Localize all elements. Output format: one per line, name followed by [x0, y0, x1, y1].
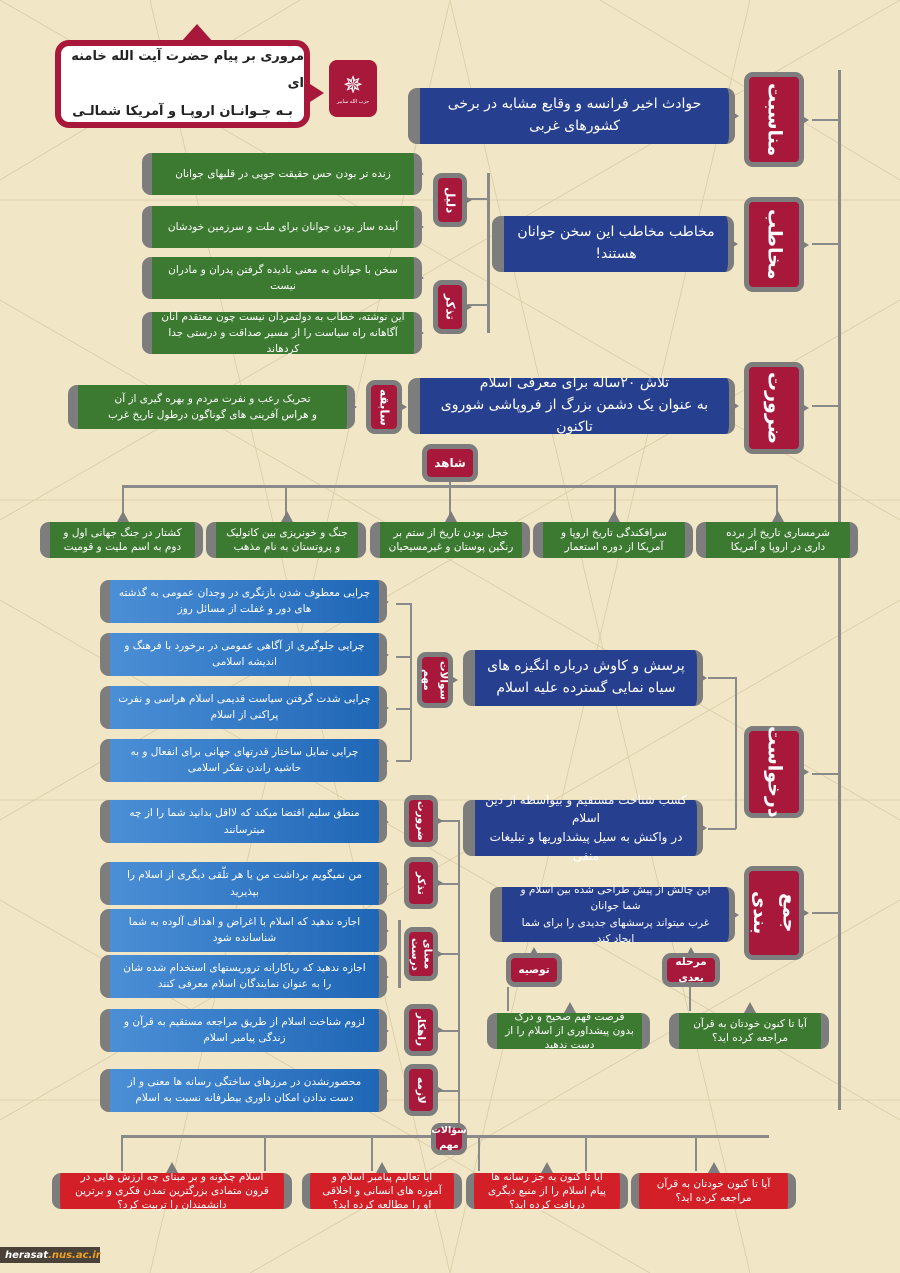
- category-label: مخاطب: [763, 209, 786, 280]
- jamebandi-line-2: غرب میتواند پرسشهای جدیدی را برای شما ایجاد کند: [521, 916, 710, 945]
- tag-manaye-dorost: [404, 927, 438, 981]
- sabeghe-line-1: تحریک رعب و نفرت مردم و بهره گیری از آن: [114, 392, 311, 405]
- request-1-line-2: سیاه نمایی گسترده علیه اسلام: [496, 680, 676, 696]
- monasebat-box: [408, 88, 735, 144]
- connector: [735, 677, 737, 829]
- tag-label: معنای درست: [409, 937, 434, 971]
- item-text: این نوشته، خطاب به دولتمردان نیست چون معتقدم آنان آگاهانه راه سیاست را از مسیر صداقت و درستی جدا کردهاند: [161, 310, 405, 356]
- jamebandi-box: [490, 883, 735, 945]
- category-label: درخواست: [763, 726, 786, 818]
- question-1: [100, 580, 387, 623]
- category-zarurat: [744, 362, 804, 454]
- title-line-2: بـه جـوانـان اروپـا و آمریکا شمالـی: [72, 103, 293, 119]
- question-3: [100, 686, 387, 729]
- connector: [507, 987, 509, 1011]
- connector: [812, 912, 839, 914]
- connector: [396, 603, 411, 605]
- branch-manaye-item-1: [100, 909, 387, 952]
- tag-label: تذکر: [415, 871, 428, 895]
- shahed-item-5: [40, 522, 203, 558]
- branch-zarurat-item: [100, 800, 387, 843]
- category-darkhast: [744, 726, 804, 818]
- tag-marhale-badi: [662, 953, 720, 987]
- item-text: آینده ساز بودن جوانان برای ملت و سرزمین خودشان: [167, 220, 399, 233]
- final-question-2: [466, 1170, 628, 1212]
- title-line-1: مروری بر پیام حضرت آیت الله خامنه ای: [71, 49, 304, 92]
- request-2-line-1: کسب شناخت مستقیم و بیواسطه از دین اسلام: [485, 792, 687, 826]
- item-text: فرصت فهم صحیح و درک بدون پیشداوری از اسلام را از دست ندهید: [505, 1010, 634, 1052]
- sabeghe-line-2: و هراس آفرینی های گوناگون درطول تاریخ غرب: [108, 409, 317, 421]
- zarurat-text-line-2: به عنوان یک دشمن بزرگ از فروپاشی شوروی تاکنون: [440, 397, 709, 435]
- connector: [478, 1135, 480, 1171]
- item-text: سخن با جوانان به معنی نادیده گرفتن پدران و مادران نیست: [168, 263, 398, 292]
- marhale-box: [669, 1013, 829, 1049]
- item-text: آیا تا کنون به جز رسانه ها پیام اسلام را از منبع دیگری دریافت کرده اید؟: [488, 1170, 606, 1212]
- item-text: محصورنشدن در مرزهای ساختگی رسانه ها معنی و از دست ندادن امکان داوری بیطرفانه نسبت به اسلام: [127, 1076, 362, 1104]
- zarurat-text-line-1: تلاش ۲۰ساله برای معرفی اسلام: [479, 375, 670, 392]
- category-label: مناسبت: [763, 82, 786, 157]
- title-card: [55, 40, 310, 128]
- tag-label: شاهد: [434, 455, 466, 470]
- tag-final-questions: [431, 1123, 467, 1155]
- tag-tazakkor: [433, 280, 467, 334]
- final-question-3: [302, 1170, 462, 1212]
- item-text: چرایی تمایل ساختار قدرتهای جهانی برای انفعال و به حاشیه راندن تفکر اسلامی: [130, 746, 359, 774]
- footer-domain-part-2: .nus.ac.ir: [48, 1249, 101, 1261]
- tag-soalat-mohem: [417, 652, 453, 708]
- monasebat-text: حوادث اخیر فرانسه و وقایع مشابه در برخی کشورهای غربی: [447, 96, 702, 134]
- item-text: اجازه ندهید که اسلام با اغراض و اهداف آلوده به شما شناسانده شود: [128, 916, 361, 944]
- item-text: سرافکندگی تاریخ اروپا و آمریکا از دوره استعمار: [561, 526, 667, 553]
- tag-zarurat-2: [404, 795, 438, 847]
- category-mokhatab: [744, 197, 804, 292]
- connector: [708, 828, 736, 830]
- item-text: کشتار در جنگ جهانی اول و دوم به اسم ملیت و قومیت: [63, 526, 182, 553]
- connector: [812, 773, 839, 775]
- sabeghe-box: [68, 385, 355, 429]
- tousie-box: [487, 1010, 650, 1052]
- tag-label: سابقه: [377, 388, 392, 426]
- shahed-item-2: [533, 522, 693, 558]
- shahed-item-4: [206, 522, 366, 558]
- dalil-item-2: [142, 206, 422, 248]
- footer-watermark: [0, 1247, 100, 1263]
- connector: [396, 760, 411, 762]
- connector: [708, 677, 736, 679]
- tag-tousie: [506, 953, 562, 987]
- tag-label: لازمه: [415, 1076, 428, 1104]
- connector: [396, 708, 411, 710]
- darkhast-request-2: [463, 792, 703, 863]
- item-text: آیا تعالیم پیامبر اسلام و آموزه های انسانی و اخلاقی او را مطالعه کرده اید؟: [322, 1170, 442, 1212]
- mokhatab-box: [492, 216, 734, 272]
- connector: [812, 119, 839, 121]
- connector: [812, 243, 839, 245]
- request-2-line-2: در واکنش به سیل پیشداوریها و تبلیغات منفی: [489, 830, 683, 863]
- footer-domain-part-1: herasat: [5, 1249, 49, 1261]
- logo: [329, 60, 377, 117]
- zarurat-box: [408, 375, 735, 435]
- connector: [410, 603, 412, 760]
- tag-label: سؤالات مهم: [431, 1125, 467, 1151]
- request-1-line-1: پرسش و کاوش درباره انگیزه های: [487, 658, 685, 675]
- item-text: منطق سلیم اقتضا میکند که لااقل بدانید شما را از چه میترسانند: [129, 807, 360, 836]
- tag-label: دلیل: [443, 186, 458, 214]
- tag-tazakkor-2: [404, 857, 438, 909]
- tazakkor-item-2: [142, 312, 422, 354]
- connector: [458, 820, 460, 1125]
- tazakkor-item-1: [142, 257, 422, 299]
- branch-manaye-item-2: [100, 955, 387, 998]
- item-text: چرایی جلوگیری از آگاهی عمومی در برخورد با فرهنگ و اندیشه اسلامی: [124, 640, 365, 668]
- item-text: لزوم شناخت اسلام از طریق مراجعه مستقیم به قرآن و زندگی پیامبر اسلام: [123, 1016, 366, 1044]
- item-text: چرایی معطوف شدن بازنگری در وجدان عمومی به گذشته های دور و غفلت از مسائل روز: [118, 587, 371, 615]
- dalil-item-1: [142, 153, 422, 195]
- tag-label: سوالات مهم: [421, 660, 450, 700]
- item-text: آیا تا کنون خودتان به قرآن مراجعه کرده اید؟: [693, 1017, 807, 1044]
- category-jamebandi: [744, 866, 804, 960]
- tag-label: راهکار: [415, 1013, 428, 1047]
- shahed-item-1: [696, 522, 858, 558]
- connector: [689, 987, 691, 1011]
- item-text: خجل بودن تاریخ از ستم بر رنگین پوستان و غیرمسیحیان: [388, 526, 514, 553]
- tag-label: مرحله بعدی: [675, 955, 707, 984]
- item-text: آیا تا کنون خودتان به قرآن مراجعه کرده اید؟: [656, 1177, 771, 1204]
- connector: [121, 1135, 123, 1171]
- question-4: [100, 739, 387, 782]
- branch-tazakkor-item: [100, 862, 387, 905]
- item-text: زنده تر بودن حس حقیقت جویی در قلبهای جوانان: [175, 167, 391, 180]
- branch-rahkar-item: [100, 1009, 387, 1052]
- category-label: جمع بندی: [749, 891, 801, 935]
- branch-lazeme-item: [100, 1069, 387, 1112]
- tag-label: تذکر: [443, 294, 458, 320]
- tag-label: ضرورت: [415, 801, 428, 841]
- question-2: [100, 633, 387, 676]
- tag-dalil: [433, 173, 467, 227]
- item-text: جنگ و خونریزی بین کاتولیک و پروتستان به نام مذهب: [226, 526, 348, 553]
- tag-rahkar: [404, 1004, 438, 1056]
- final-question-4: [52, 1170, 292, 1212]
- item-text: شرمساری تاریخ از برده داری در اروپا و آمریکا: [726, 526, 830, 553]
- tag-lazeme: [404, 1064, 438, 1116]
- connector: [487, 173, 490, 333]
- tag-shahed: [422, 444, 478, 482]
- star-logo-icon: ✵: [342, 70, 364, 99]
- item-text: اجازه ندهید که ریاکارانه تروریستهای استخدام شده شان را به عنوان نمایندگان اسلام معرفی کنند: [123, 962, 366, 990]
- final-question-1: [631, 1173, 796, 1209]
- jamebandi-line-1: این چالش از پیش طراحی شده بین اسلام و شما جوانان: [520, 883, 711, 913]
- connector: [264, 1135, 266, 1171]
- item-text: من نمیگویم برداشت من یا هر تلّقی دیگری از اسلام را بپذیرید: [126, 869, 363, 898]
- mokhatab-text: مخاطب مخاطب این سخن جوانان هستند!: [517, 224, 715, 262]
- connector: [396, 656, 411, 658]
- category-monasebat: [744, 72, 804, 167]
- tag-label: توصیه: [518, 963, 550, 976]
- tag-sabeghe: [366, 380, 402, 434]
- item-text: اسلام چگونه و بر مبنای چه ارزش هایی در قرون متمادی بزرگترین تمدن فکری و برترین دانشمندان را تربیت کرد؟: [75, 1170, 269, 1212]
- connector: [371, 1135, 373, 1171]
- shahed-item-3: [370, 522, 530, 558]
- connector: [695, 1135, 697, 1171]
- darkhast-request-1: [463, 650, 703, 706]
- connector: [585, 1135, 587, 1171]
- logo-caption: حزب الله سایبر: [336, 98, 370, 105]
- item-text: چرایی شدت گرفتن سیاست قدیمی اسلام هراسی و نفرت پراکنی از اسلام: [118, 693, 371, 721]
- main-spine: [838, 70, 841, 1110]
- connector: [812, 405, 839, 407]
- connector: [398, 920, 401, 988]
- category-label: ضرورت: [763, 371, 786, 445]
